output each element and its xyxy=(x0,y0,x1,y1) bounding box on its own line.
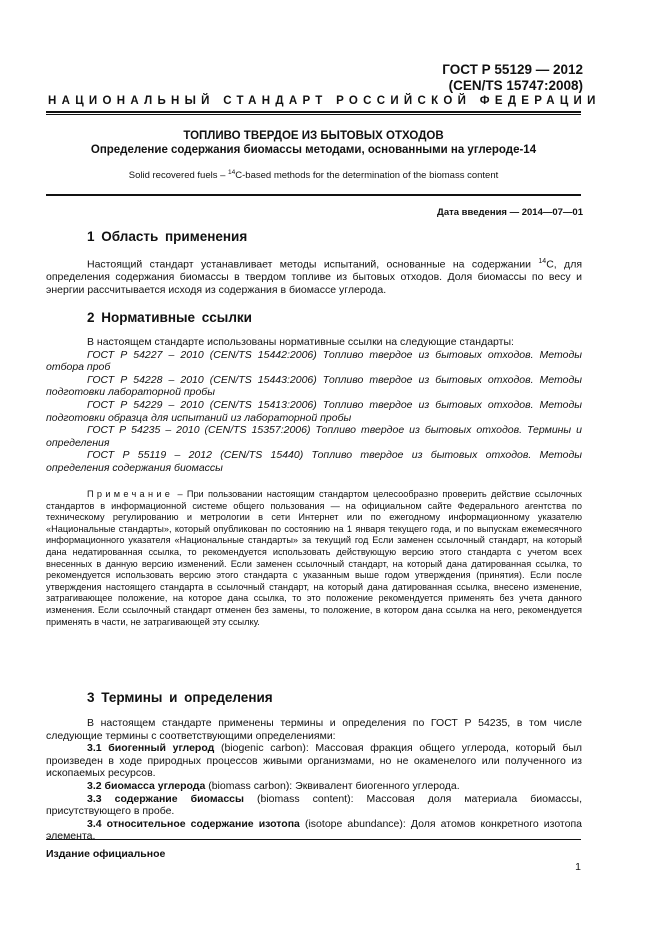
term-definition xyxy=(46,793,582,818)
term-text: (biomass content): Массовая доля материала биомассы, присутствующего в пробе. xyxy=(46,792,582,818)
header-divider-thin xyxy=(46,114,581,115)
section-3-body xyxy=(46,717,582,843)
term-definition xyxy=(46,780,582,793)
note-block xyxy=(46,489,582,628)
section-3-heading: 3 Термины и определения xyxy=(87,690,273,705)
footer-divider xyxy=(46,839,581,840)
title-main: ТОПЛИВО ТВЕРДОЕ ИЗ БЫТОВЫХ ОТХОДОВ xyxy=(183,130,444,142)
standard-designation xyxy=(442,62,583,94)
section-2-heading: 2 Нормативные ссылки xyxy=(87,310,252,325)
cen-number: (CEN/TS 15747:2008) xyxy=(448,78,583,93)
term-text: (biomass carbon): Эквивалент биогенного углерода. xyxy=(205,779,460,792)
title-divider xyxy=(46,194,581,196)
gost-number: ГОСТ Р 55129 — 2012 xyxy=(442,62,583,77)
section-3-intro: В настоящем стандарте применены термины и определения по ГОСТ Р 54235, в том числе следующие термины с соответствующими определениями: xyxy=(46,717,582,742)
edition-label: Издание официальное xyxy=(46,848,166,860)
reference-item: ГОСТ Р 55119 – 2012 (CEN/TS 15440) Топливо твердое из бытовых отходов. Методы определения содержания биомассы xyxy=(46,449,582,474)
term-name: 3.3 содержание биомассы xyxy=(87,792,244,805)
header-divider xyxy=(46,111,581,113)
introduction-date: Дата введения — 2014—07—01 xyxy=(437,207,583,218)
title-sub: Определение содержания биомассы методами, основанными на углероде-14 xyxy=(90,144,537,156)
term-definition xyxy=(46,742,582,780)
section-2-intro: В настоящем стандарте использованы нормативные ссылки на следующие стандарты: xyxy=(87,336,514,348)
english-title: Solid recovered fuels – $^{14}$C-based methods for the determination of the biomass content xyxy=(128,169,499,182)
reference-item: ГОСТ Р 54228 – 2010 (CEN/TS 15443:2006) Топливо твердое из бытовых отходов. Методы подготовки лабораторной пробы xyxy=(46,373,582,399)
document-title xyxy=(46,129,581,157)
term-name: 3.1 биогенный углерод xyxy=(87,742,215,755)
term-name: 3.2 биомасса углерода xyxy=(87,779,206,792)
section-1-heading: 1 Область применения xyxy=(87,229,248,244)
reference-item: ГОСТ Р 54229 – 2010 (CEN/TS 15413:2006) Топливо твердое из бытовых отходов. Методы подготовки образца для испытаний из лабораторной пробы xyxy=(46,398,582,424)
note-text: – При пользовании настоящим стандартом целесообразно проверить действие ссылочных стандартов в информационной системе общего пользования — на официальном сайте Федерального агентства по техническому регулированию и метрологии в сети Интернет или по ежегодному информационному указателю «Национальные стандарты», который опубликован по состоянию на 1 января текущего года, и по выпускам ежемесячного информационного указателя «Национальные стандарты» за текущий год Если заменен ссылочный стандарт, на который дана недатированная ссылка, то рекомендуется использовать действующую версию этого стандарта с учетом всех внесенных в данную версию изменений. Если заменен ссылочный стандарт, на который дана датированная ссылка, то рекомендуется использовать версию этого стандарта с указанным выше годом утверждения (принятия). Если после утверждения настоящего стандарта в ссылочный стандарт, на который дана датированная ссылка, внесено изменение, затрагивающее положение, на которое дана ссылка, то это положение рекомендуется применять без учета данного изменения. Если ссылочный стандарт отменен без замены, то положение, в котором дана ссылка на него, рекомендуется применять в части, не затрагивающей эту ссылку. xyxy=(46,489,582,627)
national-standard-banner: НАЦИОНАЛЬНЫЙ СТАНДАРТ РОССИЙСКОЙ ФЕДЕРАЦИИ xyxy=(48,95,601,107)
term-text: (biogenic carbon): Массовая фракция общего углерода, который был произведен в ходе природных процессов живыми организмами, но не окаменелого или полученного из ископаемых ресурсов. xyxy=(46,742,583,780)
section-1-body: Настоящий стандарт устанавливает методы испытаний, основанные на содержании $^{14}$С, для определения содержания биомассы в твердом топливе из бытовых отходов. Доля биомассы по весу и энергии рассчитывается исходя из содержания в биомассе углерода. xyxy=(46,258,583,296)
reference-item: ГОСТ Р 54227 – 2010 (CEN/TS 15442:2006) Топливо твердое из бытовых отходов. Методы отбора проб xyxy=(46,348,582,374)
reference-item: ГОСТ Р 54235 – 2010 (CEN/TS 15357:2006) Топливо твердое из бытовых отходов. Термины и определения xyxy=(46,424,582,449)
section-2-body xyxy=(46,336,582,475)
term-name: 3.4 относительное содержание изотопа xyxy=(87,817,300,830)
note-label: Примечание xyxy=(87,489,174,499)
term-text: (isotope abundance): Доля атомов конкретного изотопа элемента. xyxy=(46,817,582,843)
page-number: 1 xyxy=(575,861,581,873)
